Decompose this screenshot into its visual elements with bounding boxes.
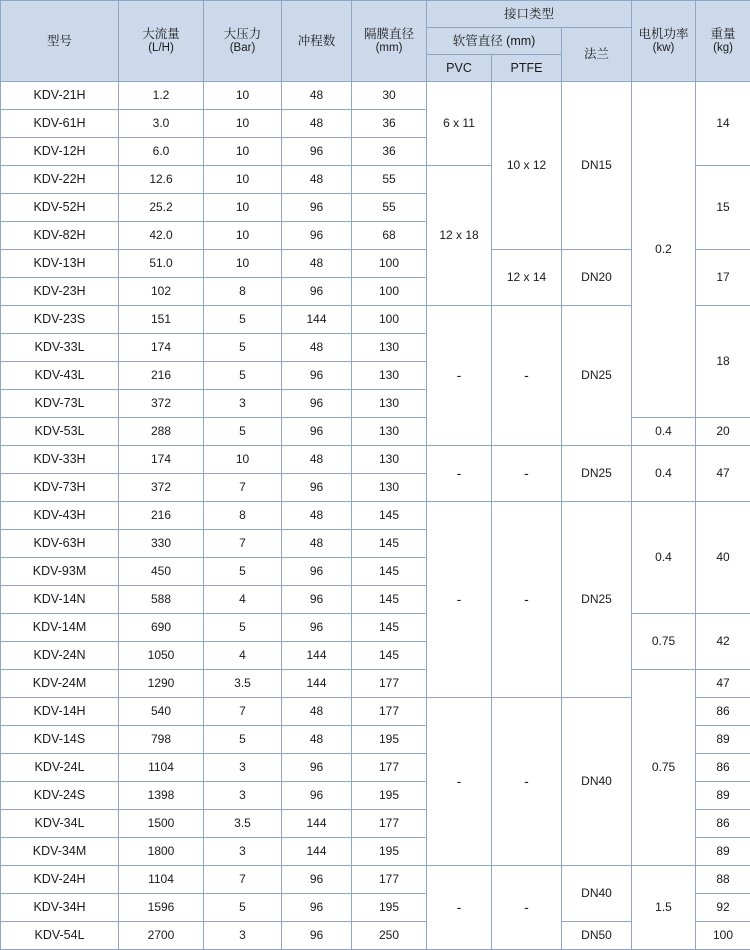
cell-motor-power: 0.4 bbox=[632, 502, 696, 614]
cell-weight: 15 bbox=[696, 166, 750, 250]
cell-model: KDV-33L bbox=[1, 334, 119, 362]
cell-stroke: 96 bbox=[282, 754, 352, 782]
cell-flow: 1104 bbox=[119, 754, 204, 782]
cell-ptfe: - bbox=[492, 306, 562, 446]
cell-flow: 174 bbox=[119, 446, 204, 474]
cell-pvc: - bbox=[427, 502, 492, 698]
cell-diaphragm: 100 bbox=[352, 278, 427, 306]
cell-flow: 690 bbox=[119, 614, 204, 642]
cell-model: KDV-14N bbox=[1, 586, 119, 614]
cell-pressure: 7 bbox=[204, 474, 282, 502]
cell-diaphragm: 130 bbox=[352, 362, 427, 390]
cell-stroke: 96 bbox=[282, 194, 352, 222]
cell-stroke: 144 bbox=[282, 838, 352, 866]
cell-flow: 798 bbox=[119, 726, 204, 754]
cell-weight: 42 bbox=[696, 614, 750, 670]
cell-stroke: 96 bbox=[282, 474, 352, 502]
header-flow-label: 大流量 bbox=[142, 27, 180, 41]
cell-diaphragm: 30 bbox=[352, 82, 427, 110]
table-row bbox=[1, 614, 750, 642]
cell-flange: DN40 bbox=[562, 698, 632, 866]
cell-model: KDV-23S bbox=[1, 306, 119, 334]
cell-pressure: 5 bbox=[204, 306, 282, 334]
cell-diaphragm: 250 bbox=[352, 922, 427, 950]
cell-weight: 86 bbox=[696, 698, 750, 726]
cell-model: KDV-43L bbox=[1, 362, 119, 390]
header-motor-power-unit: (kw) bbox=[632, 42, 695, 56]
cell-model: KDV-12H bbox=[1, 138, 119, 166]
cell-weight: 18 bbox=[696, 306, 750, 418]
cell-pressure: 10 bbox=[204, 82, 282, 110]
cell-model: KDV-24M bbox=[1, 670, 119, 698]
cell-weight: 89 bbox=[696, 838, 750, 866]
cell-diaphragm: 145 bbox=[352, 642, 427, 670]
cell-flow: 1104 bbox=[119, 866, 204, 894]
cell-model: KDV-24N bbox=[1, 642, 119, 670]
cell-pressure: 3.5 bbox=[204, 810, 282, 838]
header-pressure-label: 大压力 bbox=[224, 27, 262, 41]
cell-pressure: 8 bbox=[204, 502, 282, 530]
cell-diaphragm: 145 bbox=[352, 558, 427, 586]
cell-pressure: 10 bbox=[204, 446, 282, 474]
cell-diaphragm: 130 bbox=[352, 474, 427, 502]
cell-flange: DN15 bbox=[562, 82, 632, 250]
cell-diaphragm: 145 bbox=[352, 530, 427, 558]
cell-diaphragm: 100 bbox=[352, 250, 427, 278]
cell-stroke: 48 bbox=[282, 530, 352, 558]
cell-flange: DN50 bbox=[562, 922, 632, 950]
cell-ptfe: - bbox=[492, 446, 562, 502]
cell-pressure: 8 bbox=[204, 278, 282, 306]
cell-motor-power: 0.2 bbox=[632, 82, 696, 418]
cell-flow: 51.0 bbox=[119, 250, 204, 278]
cell-flow: 174 bbox=[119, 334, 204, 362]
cell-pressure: 3 bbox=[204, 390, 282, 418]
cell-flow: 42.0 bbox=[119, 222, 204, 250]
cell-diaphragm: 55 bbox=[352, 166, 427, 194]
header-flow-unit: (L/H) bbox=[119, 42, 203, 56]
header-diaphragm-label: 隔膜直径 bbox=[364, 27, 414, 41]
cell-diaphragm: 177 bbox=[352, 754, 427, 782]
cell-weight: 92 bbox=[696, 894, 750, 922]
cell-stroke: 96 bbox=[282, 782, 352, 810]
header-motor-power-label: 电机功率 bbox=[639, 27, 689, 41]
cell-weight: 100 bbox=[696, 922, 750, 950]
header-flow bbox=[119, 1, 204, 82]
cell-flow: 151 bbox=[119, 306, 204, 334]
header-hose-diameter: 软管直径 (mm) bbox=[427, 28, 562, 55]
cell-model: KDV-34L bbox=[1, 810, 119, 838]
cell-diaphragm: 177 bbox=[352, 670, 427, 698]
cell-pvc: - bbox=[427, 698, 492, 866]
cell-diaphragm: 177 bbox=[352, 698, 427, 726]
cell-model: KDV-52H bbox=[1, 194, 119, 222]
header-flange: 法兰 bbox=[562, 28, 632, 82]
cell-pvc: 6 x 11 bbox=[427, 82, 492, 166]
table-row bbox=[1, 418, 750, 446]
cell-model: KDV-53L bbox=[1, 418, 119, 446]
cell-model: KDV-34M bbox=[1, 838, 119, 866]
cell-diaphragm: 130 bbox=[352, 390, 427, 418]
cell-ptfe: 12 x 14 bbox=[492, 250, 562, 306]
cell-stroke: 48 bbox=[282, 446, 352, 474]
cell-flow: 216 bbox=[119, 362, 204, 390]
header-weight-label: 重量 bbox=[711, 27, 736, 41]
cell-stroke: 96 bbox=[282, 138, 352, 166]
cell-flow: 1500 bbox=[119, 810, 204, 838]
cell-pressure: 10 bbox=[204, 194, 282, 222]
cell-flow: 3.0 bbox=[119, 110, 204, 138]
cell-pressure: 5 bbox=[204, 362, 282, 390]
header-pvc: PVC bbox=[427, 55, 492, 82]
cell-diaphragm: 195 bbox=[352, 894, 427, 922]
cell-model: KDV-63H bbox=[1, 530, 119, 558]
cell-flow: 1.2 bbox=[119, 82, 204, 110]
header-weight bbox=[696, 1, 750, 82]
cell-motor-power: 1.5 bbox=[632, 866, 696, 950]
cell-flow: 588 bbox=[119, 586, 204, 614]
cell-pressure: 3 bbox=[204, 754, 282, 782]
cell-model: KDV-24S bbox=[1, 782, 119, 810]
header-pressure-unit: (Bar) bbox=[204, 42, 281, 56]
cell-diaphragm: 36 bbox=[352, 110, 427, 138]
cell-flow: 216 bbox=[119, 502, 204, 530]
cell-weight: 89 bbox=[696, 726, 750, 754]
cell-stroke: 96 bbox=[282, 362, 352, 390]
header-motor-power bbox=[632, 1, 696, 82]
cell-diaphragm: 130 bbox=[352, 418, 427, 446]
cell-stroke: 96 bbox=[282, 614, 352, 642]
cell-weight: 14 bbox=[696, 82, 750, 166]
cell-flow: 12.6 bbox=[119, 166, 204, 194]
cell-stroke: 96 bbox=[282, 586, 352, 614]
cell-flow: 372 bbox=[119, 474, 204, 502]
cell-flange: DN40 bbox=[562, 866, 632, 922]
cell-pressure: 10 bbox=[204, 138, 282, 166]
cell-flow: 1290 bbox=[119, 670, 204, 698]
cell-stroke: 96 bbox=[282, 222, 352, 250]
cell-model: KDV-21H bbox=[1, 82, 119, 110]
cell-pressure: 3 bbox=[204, 922, 282, 950]
cell-flow: 1800 bbox=[119, 838, 204, 866]
cell-stroke: 48 bbox=[282, 82, 352, 110]
header-row-1 bbox=[1, 1, 750, 28]
cell-ptfe: 10 x 12 bbox=[492, 82, 562, 250]
cell-diaphragm: 145 bbox=[352, 586, 427, 614]
cell-flow: 1398 bbox=[119, 782, 204, 810]
cell-model: KDV-24H bbox=[1, 866, 119, 894]
cell-weight: 40 bbox=[696, 502, 750, 614]
cell-pressure: 5 bbox=[204, 558, 282, 586]
table-row bbox=[1, 866, 750, 894]
header-stroke: 冲程数 bbox=[282, 1, 352, 82]
table-header bbox=[1, 1, 750, 82]
cell-model: KDV-24L bbox=[1, 754, 119, 782]
cell-pressure: 10 bbox=[204, 110, 282, 138]
header-pressure bbox=[204, 1, 282, 82]
cell-diaphragm: 100 bbox=[352, 306, 427, 334]
cell-model: KDV-93M bbox=[1, 558, 119, 586]
cell-stroke: 48 bbox=[282, 726, 352, 754]
cell-model: KDV-73H bbox=[1, 474, 119, 502]
cell-ptfe: - bbox=[492, 502, 562, 698]
cell-motor-power: 0.4 bbox=[632, 446, 696, 502]
cell-motor-power: 0.75 bbox=[632, 670, 696, 866]
cell-stroke: 144 bbox=[282, 670, 352, 698]
cell-weight: 88 bbox=[696, 866, 750, 894]
header-ptfe: PTFE bbox=[492, 55, 562, 82]
cell-model: KDV-23H bbox=[1, 278, 119, 306]
header-connection-type: 接口类型 bbox=[427, 1, 632, 28]
cell-model: KDV-22H bbox=[1, 166, 119, 194]
cell-pressure: 4 bbox=[204, 642, 282, 670]
cell-flow: 102 bbox=[119, 278, 204, 306]
header-diaphragm bbox=[352, 1, 427, 82]
cell-pressure: 3.5 bbox=[204, 670, 282, 698]
cell-diaphragm: 55 bbox=[352, 194, 427, 222]
header-diaphragm-unit: (mm) bbox=[352, 42, 426, 56]
cell-stroke: 96 bbox=[282, 558, 352, 586]
cell-weight: 89 bbox=[696, 782, 750, 810]
cell-model: KDV-33H bbox=[1, 446, 119, 474]
cell-pressure: 7 bbox=[204, 698, 282, 726]
header-model: 型号 bbox=[1, 1, 119, 82]
cell-flow: 2700 bbox=[119, 922, 204, 950]
cell-stroke: 48 bbox=[282, 250, 352, 278]
table-row bbox=[1, 446, 750, 474]
cell-pressure: 5 bbox=[204, 418, 282, 446]
cell-stroke: 48 bbox=[282, 166, 352, 194]
cell-pressure: 5 bbox=[204, 894, 282, 922]
cell-stroke: 96 bbox=[282, 894, 352, 922]
cell-flow: 330 bbox=[119, 530, 204, 558]
cell-model: KDV-43H bbox=[1, 502, 119, 530]
cell-stroke: 144 bbox=[282, 642, 352, 670]
cell-ptfe: - bbox=[492, 698, 562, 866]
cell-pressure: 10 bbox=[204, 250, 282, 278]
cell-stroke: 96 bbox=[282, 278, 352, 306]
cell-flow: 1596 bbox=[119, 894, 204, 922]
cell-stroke: 96 bbox=[282, 866, 352, 894]
cell-model: KDV-13H bbox=[1, 250, 119, 278]
cell-stroke: 48 bbox=[282, 110, 352, 138]
cell-weight: 86 bbox=[696, 754, 750, 782]
cell-model: KDV-14H bbox=[1, 698, 119, 726]
cell-pressure: 4 bbox=[204, 586, 282, 614]
cell-pvc: - bbox=[427, 446, 492, 502]
cell-model: KDV-14S bbox=[1, 726, 119, 754]
cell-flow: 1050 bbox=[119, 642, 204, 670]
cell-stroke: 96 bbox=[282, 390, 352, 418]
cell-pressure: 7 bbox=[204, 530, 282, 558]
cell-diaphragm: 195 bbox=[352, 726, 427, 754]
cell-pressure: 10 bbox=[204, 222, 282, 250]
cell-diaphragm: 130 bbox=[352, 334, 427, 362]
cell-pressure: 5 bbox=[204, 334, 282, 362]
cell-model: KDV-54L bbox=[1, 922, 119, 950]
cell-diaphragm: 130 bbox=[352, 446, 427, 474]
cell-stroke: 48 bbox=[282, 502, 352, 530]
cell-model: KDV-73L bbox=[1, 390, 119, 418]
cell-flange: DN25 bbox=[562, 502, 632, 698]
table-body bbox=[1, 82, 750, 950]
cell-weight: 47 bbox=[696, 446, 750, 502]
cell-pvc: - bbox=[427, 866, 492, 950]
cell-pressure: 3 bbox=[204, 838, 282, 866]
cell-stroke: 48 bbox=[282, 698, 352, 726]
cell-pressure: 5 bbox=[204, 726, 282, 754]
cell-pressure: 7 bbox=[204, 866, 282, 894]
cell-diaphragm: 177 bbox=[352, 866, 427, 894]
cell-pvc: - bbox=[427, 306, 492, 446]
cell-flow: 6.0 bbox=[119, 138, 204, 166]
cell-flange: DN25 bbox=[562, 306, 632, 446]
table-row bbox=[1, 670, 750, 698]
cell-diaphragm: 177 bbox=[352, 810, 427, 838]
cell-stroke: 96 bbox=[282, 922, 352, 950]
cell-weight: 17 bbox=[696, 250, 750, 306]
cell-diaphragm: 145 bbox=[352, 614, 427, 642]
cell-motor-power: 0.75 bbox=[632, 614, 696, 670]
cell-flow: 450 bbox=[119, 558, 204, 586]
table-row bbox=[1, 82, 750, 110]
cell-stroke: 48 bbox=[282, 334, 352, 362]
cell-model: KDV-61H bbox=[1, 110, 119, 138]
cell-flange: DN20 bbox=[562, 250, 632, 306]
cell-stroke: 144 bbox=[282, 810, 352, 838]
cell-pressure: 10 bbox=[204, 166, 282, 194]
cell-model: KDV-14M bbox=[1, 614, 119, 642]
cell-flange: DN25 bbox=[562, 446, 632, 502]
cell-model: KDV-34H bbox=[1, 894, 119, 922]
cell-diaphragm: 145 bbox=[352, 502, 427, 530]
cell-diaphragm: 195 bbox=[352, 838, 427, 866]
cell-pressure: 3 bbox=[204, 782, 282, 810]
cell-flow: 25.2 bbox=[119, 194, 204, 222]
cell-model: KDV-82H bbox=[1, 222, 119, 250]
cell-motor-power: 0.4 bbox=[632, 418, 696, 446]
cell-diaphragm: 195 bbox=[352, 782, 427, 810]
cell-pvc: 12 x 18 bbox=[427, 166, 492, 306]
cell-flow: 288 bbox=[119, 418, 204, 446]
cell-diaphragm: 36 bbox=[352, 138, 427, 166]
table-row bbox=[1, 502, 750, 530]
cell-flow: 540 bbox=[119, 698, 204, 726]
cell-weight: 47 bbox=[696, 670, 750, 698]
cell-diaphragm: 68 bbox=[352, 222, 427, 250]
header-weight-unit: (kg) bbox=[696, 42, 750, 56]
cell-pressure: 5 bbox=[204, 614, 282, 642]
cell-weight: 20 bbox=[696, 418, 750, 446]
cell-flow: 372 bbox=[119, 390, 204, 418]
cell-weight: 86 bbox=[696, 810, 750, 838]
cell-stroke: 144 bbox=[282, 306, 352, 334]
cell-stroke: 96 bbox=[282, 418, 352, 446]
cell-ptfe: - bbox=[492, 866, 562, 950]
